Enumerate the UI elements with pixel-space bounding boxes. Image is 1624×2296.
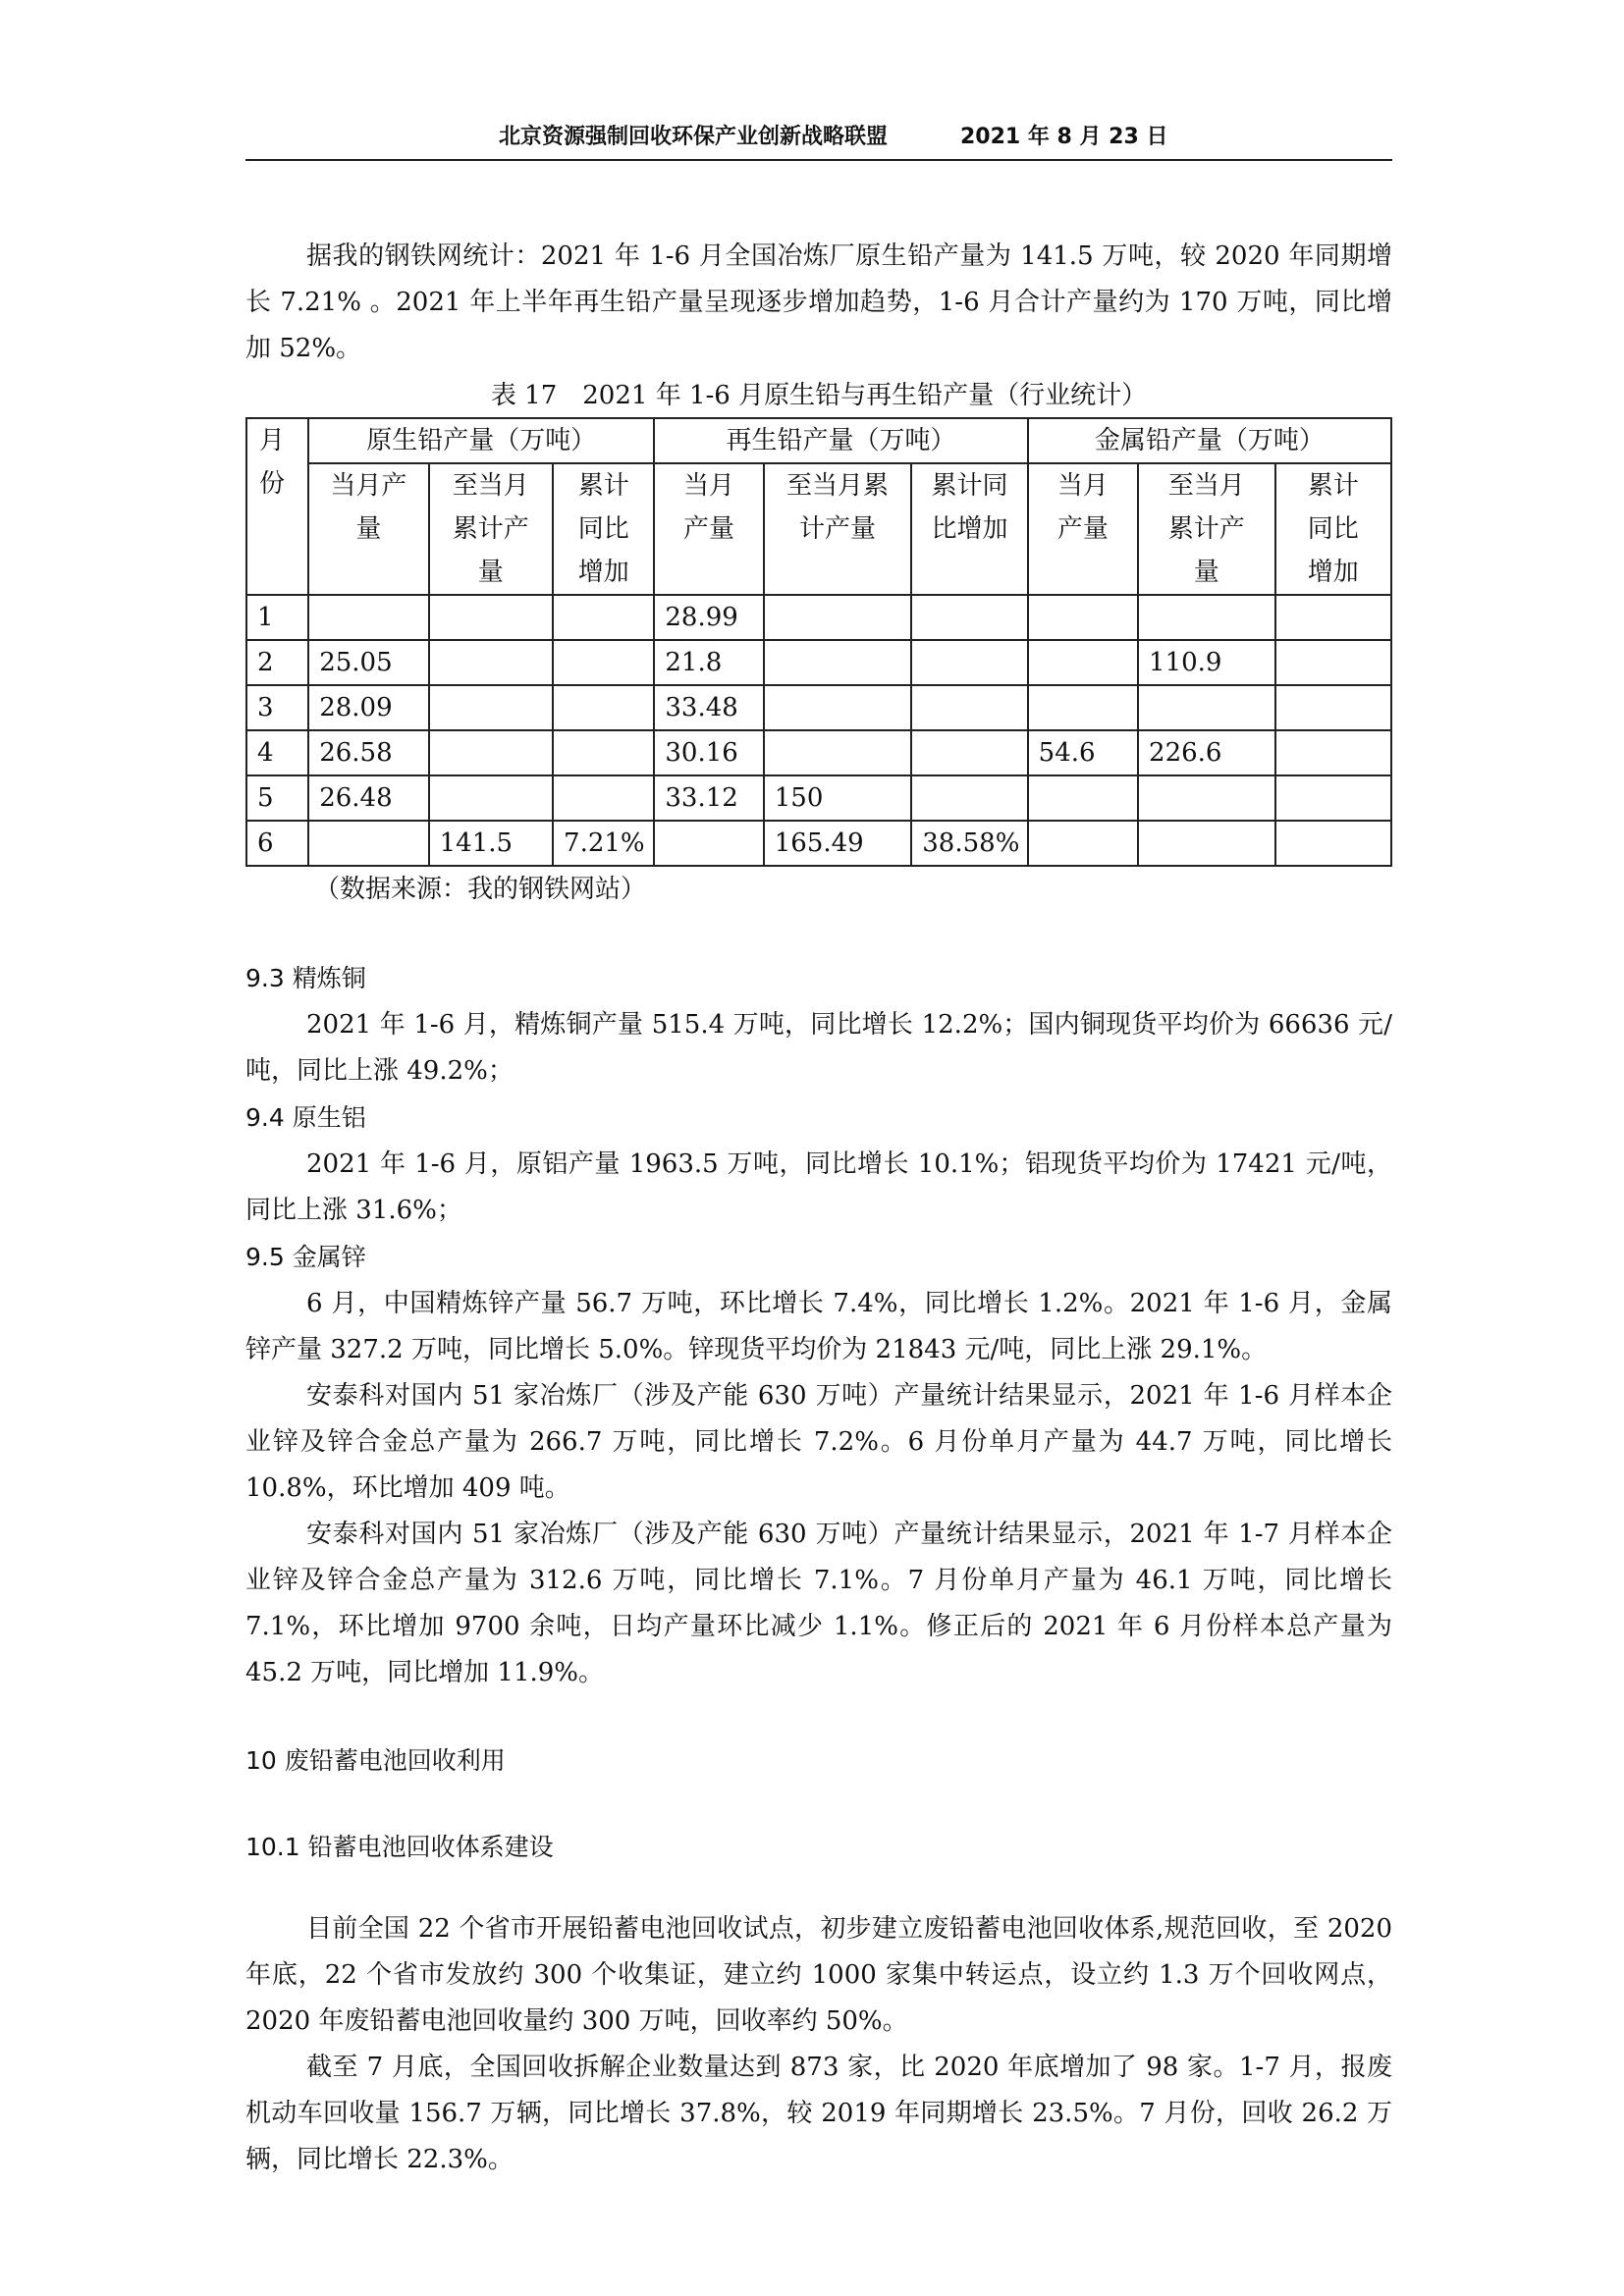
table-row [246,730,1391,775]
value-cell [553,685,654,730]
value-cell: 26.58 [308,730,428,775]
value-cell [429,595,553,640]
month-cell: 4 [246,730,308,775]
lead-production-table [245,417,1392,867]
month-cell: 1 [246,595,308,640]
value-cell [1028,821,1138,866]
table-header-row-1 [246,418,1391,463]
page-content [245,234,1392,2183]
value-cell [429,685,553,730]
month-cell: 5 [246,775,308,821]
section-10-1-paragraph-1: 目前全国 22 个省市开展铅蓄电池回收试点，初步建立废铅蓄电池回收体系,规范回收，至 2020 年底，22 个省市发放约 300 个收集证，建立约 1000 家集中转运点，设立约 1.3 万个回收网点，2020 年废铅蓄电池回收量约 300 万吨，回收率约 50%。 [245,1914,1392,2036]
table-row [246,685,1391,730]
value-cell [911,595,1027,640]
value-cell [911,775,1027,821]
section-9-5-paragraph-2: 安泰科对国内 51 家冶炼厂（涉及产能 630 万吨）产量统计结果显示，2021 年 1-6 月样本企业锌及锌合金总产量为 266.7 万吨，同比增长 7.2%。6 月份单月产量为 44.7 万吨，同比增长 10.8%，环比增加 409 吨。 [245,1381,1392,1503]
section-10-1-title: 10.1 铅蓄电池回收体系建设 [245,1833,554,1861]
subheader: 累计同比增加 [911,463,1027,595]
value-cell: 25.05 [308,640,428,685]
value-cell [429,730,553,775]
value-cell: 33.48 [654,685,763,730]
value-cell [1138,775,1274,821]
value-cell [308,821,428,866]
table-header-row-2 [246,463,1391,595]
value-cell [429,775,553,821]
value-cell: 165.49 [764,821,912,866]
value-cell: 226.6 [1138,730,1274,775]
section-9-3-paragraph: 2021 年 1-6 月，精炼铜产量 515.4 万吨，同比增长 12.2%；国内铜现货平均价为 66636 元/吨，同比上涨 49.2%； [245,1010,1392,1086]
group-header-recycled: 再生铅产量（万吨） [654,418,1027,463]
subheader: 当月产量 [654,463,763,595]
value-cell [654,821,763,866]
value-cell [1275,730,1392,775]
value-cell: 28.99 [654,595,763,640]
group-header-metal: 金属铅产量（万吨） [1028,418,1391,463]
subheader: 当月产量 [308,463,428,595]
value-cell [1275,685,1392,730]
section-9-4-title: 9.4 原生铝 [245,1103,366,1132]
value-cell [1028,595,1138,640]
value-cell: 141.5 [429,821,553,866]
group-header-primary: 原生铅产量（万吨） [308,418,654,463]
page-header [245,116,1392,161]
month-cell: 3 [246,685,308,730]
value-cell: 54.6 [1028,730,1138,775]
value-cell: 38.58% [911,821,1027,866]
value-cell [1138,821,1274,866]
subheader: 至当月累计产量 [764,463,912,595]
month-cell: 2 [246,640,308,685]
table-body [246,595,1391,866]
section-9-5-title: 9.5 金属锌 [245,1243,366,1271]
value-cell: 110.9 [1138,640,1274,685]
value-cell [1275,775,1392,821]
section-10-1-paragraph-2: 截至 7 月底，全国回收拆解企业数量达到 873 家，比 2020 年底增加了 98 家。1-7 月，报废机动车回收量 156.7 万辆，同比增长 37.8%，较 2019 年同期增长 23.5%。7 月份，回收 26.2 万辆，同比增长 22.3%。 [245,2053,1392,2174]
value-cell: 150 [764,775,912,821]
table-source: （数据来源：我的钢铁网站） [314,875,647,904]
section-9-4-paragraph: 2021 年 1-6 月，原铝产量 1963.5 万吨，同比增长 10.1%；铝现货平均价为 17421 元/吨，同比上涨 31.6%； [245,1149,1392,1225]
section-9-5-paragraph-1: 6 月，中国精炼锌产量 56.7 万吨，环比增长 7.4%，同比增长 1.2%。2021 年 1-6 月，金属锌产量 327.2 万吨，同比增长 5.0%。锌现货平均价为 21843 元/吨，同比上涨 29.1%。 [245,1289,1392,1364]
subheader: 累计同比增加 [1275,463,1392,595]
value-cell: 7.21% [553,821,654,866]
month-cell: 6 [246,821,308,866]
table-row [246,595,1391,640]
subheader: 当月产量 [1028,463,1138,595]
value-cell [764,685,912,730]
value-cell [911,730,1027,775]
value-cell [1275,821,1392,866]
table-caption: 表 17 2021 年 1-6 月原生铅与再生铅产量（行业统计） [490,381,1148,410]
value-cell: 30.16 [654,730,763,775]
section-10-title: 10 废铅蓄电池回收利用 [245,1746,506,1775]
value-cell [911,685,1027,730]
value-cell [1138,595,1274,640]
section-9-5-paragraph-3: 安泰科对国内 51 家冶炼厂（涉及产能 630 万吨）产量统计结果显示，2021 年 1-7 月样本企业锌及锌合金总产量为 312.6 万吨，同比增长 7.1%。7 月份单月产量为 46.1 万吨，同比增长 7.1%，环比增加 9700 余吨，日均产量环比减少 1.1%。修正后的 2021 年 6 月份样本总产量为 45.2 万吨，同比增加 11.9%。 [245,1520,1392,1687]
value-cell [429,640,553,685]
subheader: 累计同比增加 [553,463,654,595]
header-date: 2021 年 8 月 23 日 [960,125,1168,149]
value-cell: 33.12 [654,775,763,821]
subheader: 至当月累计产量 [429,463,553,595]
value-cell [911,640,1027,685]
value-cell [553,640,654,685]
value-cell [1028,775,1138,821]
value-cell [1275,595,1392,640]
value-cell: 26.48 [308,775,428,821]
value-cell [1275,640,1392,685]
value-cell [764,595,912,640]
subheader: 至当月累计产量 [1138,463,1274,595]
value-cell: 21.8 [654,640,763,685]
value-cell [1138,685,1274,730]
table-row [246,775,1391,821]
value-cell [1028,640,1138,685]
value-cell [553,775,654,821]
intro-paragraph: 据我的钢铁网统计：2021 年 1-6 月全国冶炼厂原生铅产量为 141.5 万吨，较 2020 年同期增长 7.21% 。2021 年上半年再生铅产量呈现逐步增加趋势，1-6 月合计产量约为 170 万吨，同比增加 52%。 [245,241,1392,363]
value-cell [1028,685,1138,730]
value-cell [553,595,654,640]
header-org: 北京资源强制回收环保产业创新战略联盟 [499,125,889,149]
section-9-3-title: 9.3 精炼铜 [245,964,366,992]
month-header: 月份 [246,418,308,595]
value-cell [764,730,912,775]
value-cell [308,595,428,640]
value-cell [553,730,654,775]
table-row [246,640,1391,685]
value-cell: 28.09 [308,685,428,730]
table-row [246,821,1391,866]
value-cell [764,640,912,685]
